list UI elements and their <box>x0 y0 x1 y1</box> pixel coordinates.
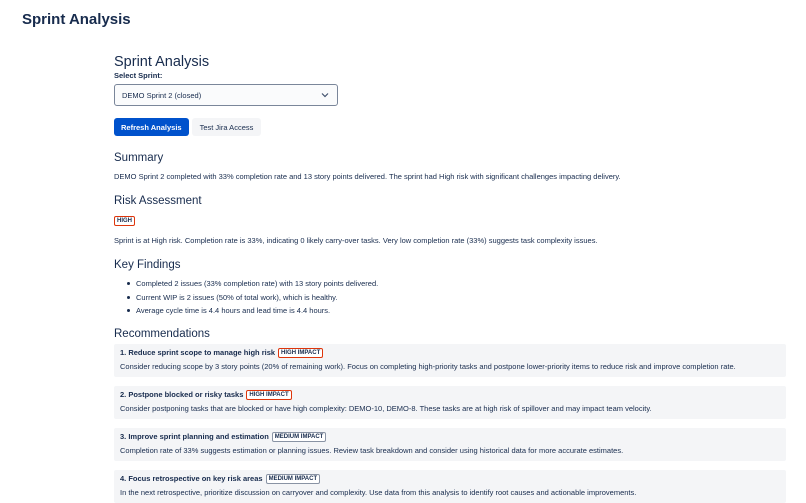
impact-badge: HIGH IMPACT <box>246 390 291 400</box>
app-title: Sprint Analysis <box>22 11 131 28</box>
recommendation-card <box>114 386 786 419</box>
recommendation-description: Consider reducing scope by 3 story points (20% of remaining work). Focus on completing high-priority tasks and postpone lower-priority items to reduce risk and improve completion rate. <box>120 361 736 371</box>
test-jira-access-button[interactable]: Test Jira Access <box>192 118 262 136</box>
sprint-select-value: DEMO Sprint 2 (closed) <box>122 90 202 100</box>
impact-badge: HIGH IMPACT <box>278 348 323 358</box>
key-findings-heading: Key Findings <box>114 259 181 271</box>
finding-item: Completed 2 issues (33% completion rate) with 13 story points delivered. <box>125 277 786 291</box>
finding-item: Average cycle time is 4.4 hours and lead time is 4.4 hours. <box>125 304 786 318</box>
select-sprint-label: Select Sprint: <box>114 71 163 80</box>
recommendation-description: Completion rate of 33% suggests estimation or planning issues. Review task breakdown and consider using historical data for more accurate estimates. <box>120 445 624 455</box>
risk-assessment-heading: Risk Assessment <box>114 195 202 207</box>
chevron-down-icon <box>320 90 330 100</box>
recommendation-title: 2. Postpone blocked or risky tasks <box>120 389 244 399</box>
page-title: Sprint Analysis <box>114 54 210 70</box>
risk-text: Sprint is at High risk. Completion rate is 33%, indicating 0 likely carry-over tasks. Very low completion rate (33%) suggests task complexity issues. <box>114 236 598 245</box>
recommendations-heading: Recommendations <box>114 327 210 340</box>
recommendation-title: 3. Improve sprint planning and estimation <box>120 431 269 441</box>
recommendation-card <box>114 344 786 377</box>
refresh-analysis-button[interactable]: Refresh Analysis <box>114 118 189 136</box>
key-findings-list <box>114 277 786 318</box>
recommendation-description: In the next retrospective, prioritize discussion on carryover and complexity. Use data from this analysis to identify root causes and actionable improvements. <box>120 487 637 497</box>
finding-item: Current WIP is 2 issues (50% of total work), which is healthy. <box>125 291 786 305</box>
sprint-select[interactable] <box>114 84 338 106</box>
recommendation-card <box>114 428 786 461</box>
summary-heading: Summary <box>114 152 164 164</box>
recommendation-description: Consider postponing tasks that are blocked or have high complexity: DEMO-10, DEMO-8. These tasks are at high risk of spillover and may impact team velocity. <box>120 403 652 413</box>
impact-badge: MEDIUM IMPACT <box>266 474 321 484</box>
recommendation-title: 1. Reduce sprint scope to manage high risk <box>120 347 276 357</box>
sprint-analysis-panel <box>114 54 786 503</box>
action-buttons <box>114 118 786 136</box>
summary-text: DEMO Sprint 2 completed with 33% completion rate and 13 story points delivered. The sprint had High risk with significant challenges impacting delivery. <box>114 172 621 181</box>
recommendation-card <box>114 470 786 503</box>
recommendation-title: 4. Focus retrospective on key risk areas <box>120 473 263 483</box>
risk-level-badge: HIGH <box>114 216 135 226</box>
impact-badge: MEDIUM IMPACT <box>272 432 327 442</box>
